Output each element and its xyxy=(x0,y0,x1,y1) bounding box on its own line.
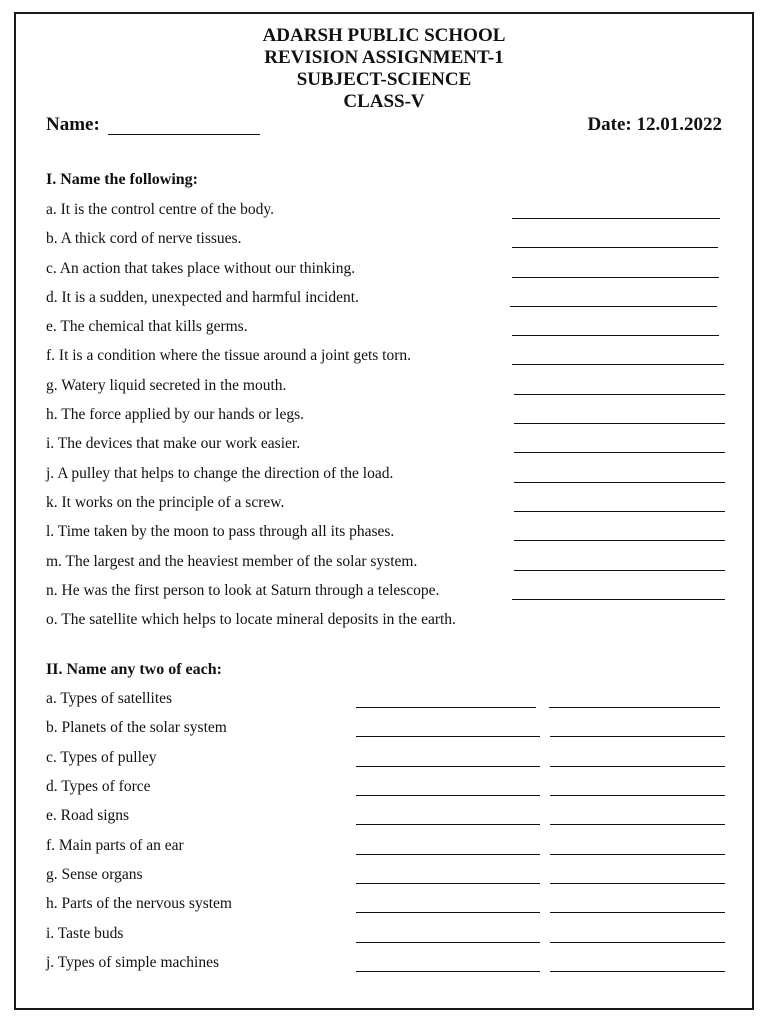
section1-item xyxy=(46,347,726,371)
section1-item-text: n. He was the first person to look at Saturn through a telescope. xyxy=(46,582,440,599)
worksheet-header xyxy=(0,25,768,113)
section2-item-text: b. Planets of the solar system xyxy=(46,719,227,736)
subject-title: SUBJECT-SCIENCE xyxy=(296,69,472,90)
section1-heading: I. Name the following: xyxy=(46,171,198,188)
section1-item xyxy=(46,377,726,401)
answer-blank[interactable] xyxy=(514,511,725,512)
section1-item xyxy=(46,201,726,225)
assignment-title: REVISION ASSIGNMENT-1 xyxy=(264,47,504,68)
section2-item-text: a. Types of satellites xyxy=(46,690,173,707)
answer-blank-1[interactable] xyxy=(356,912,540,913)
section1-item xyxy=(46,318,726,342)
answer-blank-2[interactable] xyxy=(549,707,720,708)
section2-item-text: d. Types of force xyxy=(46,778,151,795)
section1-item xyxy=(46,523,726,547)
section1-item-text: c. An action that takes place without our thinking. xyxy=(46,260,356,277)
section1-item xyxy=(46,230,726,254)
answer-blank-1[interactable] xyxy=(356,766,540,767)
answer-blank[interactable] xyxy=(512,277,719,278)
section1-item-text: f. It is a condition where the tissue around a joint gets torn. xyxy=(46,347,412,364)
section2-heading: II. Name any two of each: xyxy=(46,661,222,678)
section2-item xyxy=(46,925,726,949)
answer-blank-1[interactable] xyxy=(356,795,540,796)
school-name: ADARSH PUBLIC SCHOOL xyxy=(262,25,506,46)
answer-blank[interactable] xyxy=(514,570,725,571)
section1-item-text: g. Watery liquid secreted in the mouth. xyxy=(46,377,287,394)
section1-item xyxy=(46,553,726,577)
section1-item xyxy=(46,289,726,313)
section1-item xyxy=(46,582,726,606)
section1-item-text: k. It works on the principle of a screw. xyxy=(46,494,285,511)
section2-item-text: e. Road signs xyxy=(46,807,130,824)
section2-item xyxy=(46,954,726,978)
date-label: Date: 12.01.2022 xyxy=(587,114,722,135)
section2-item xyxy=(46,778,726,802)
answer-blank-2[interactable] xyxy=(550,795,725,796)
section1-item-text: m. The largest and the heaviest member of the solar system. xyxy=(46,553,418,570)
answer-blank[interactable] xyxy=(514,394,725,395)
section1-item-text: b. A thick cord of nerve tissues. xyxy=(46,230,242,247)
section2-item-text: g. Sense organs xyxy=(46,866,143,883)
answer-blank-1[interactable] xyxy=(356,971,540,972)
section1-item-text: o. The satellite which helps to locate mineral deposits in the earth. xyxy=(46,611,456,628)
answer-blank[interactable] xyxy=(514,452,725,453)
section1-item xyxy=(46,435,726,459)
section2-item xyxy=(46,837,726,861)
section2-item-text: i. Taste buds xyxy=(46,925,124,942)
section1-item xyxy=(46,406,726,430)
name-date-row xyxy=(46,114,722,140)
answer-blank-2[interactable] xyxy=(550,824,725,825)
answer-blank-1[interactable] xyxy=(356,854,540,855)
section1-item xyxy=(46,494,726,518)
answer-blank-2[interactable] xyxy=(550,971,725,972)
name-label: Name: xyxy=(46,114,100,135)
section1-item-text: j. A pulley that helps to change the direction of the load. xyxy=(46,465,394,482)
answer-blank[interactable] xyxy=(512,218,720,219)
section1-item-text: i. The devices that make our work easier. xyxy=(46,435,301,452)
answer-blank-1[interactable] xyxy=(356,707,536,708)
answer-blank[interactable] xyxy=(510,306,717,307)
answer-blank[interactable] xyxy=(514,482,725,483)
section2-item xyxy=(46,866,726,890)
answer-blank[interactable] xyxy=(512,335,719,336)
answer-blank[interactable] xyxy=(514,540,725,541)
answer-blank-2[interactable] xyxy=(550,766,725,767)
answer-blank-2[interactable] xyxy=(550,883,725,884)
section1-item-text: a. It is the control centre of the body. xyxy=(46,201,274,218)
section2-item xyxy=(46,719,726,743)
answer-blank[interactable] xyxy=(514,423,725,424)
answer-blank-1[interactable] xyxy=(356,736,540,737)
answer-blank[interactable] xyxy=(512,599,725,600)
section1-item xyxy=(46,260,726,284)
section2-item-text: h. Parts of the nervous system xyxy=(46,895,232,912)
section2-item xyxy=(46,807,726,831)
answer-blank-1[interactable] xyxy=(356,942,540,943)
answer-blank-1[interactable] xyxy=(356,883,540,884)
section2-item xyxy=(46,749,726,773)
name-blank[interactable] xyxy=(108,134,260,135)
answer-blank-1[interactable] xyxy=(356,824,540,825)
section2-item xyxy=(46,895,726,919)
section1-item xyxy=(46,611,726,635)
answer-blank-2[interactable] xyxy=(550,912,725,913)
section1-item-text: d. It is a sudden, unexpected and harmful incident. xyxy=(46,289,359,306)
section1-item-text: e. The chemical that kills germs. xyxy=(46,318,248,335)
section2-item-text: f. Main parts of an ear xyxy=(46,837,184,854)
class-title: CLASS-V xyxy=(343,91,425,112)
answer-blank[interactable] xyxy=(512,247,718,248)
section1-item-text: l. Time taken by the moon to pass through all its phases. xyxy=(46,523,395,540)
answer-blank-2[interactable] xyxy=(550,942,725,943)
section2-item xyxy=(46,690,726,714)
answer-blank[interactable] xyxy=(512,364,724,365)
section2-item-text: j. Types of simple machines xyxy=(46,954,219,971)
answer-blank-2[interactable] xyxy=(550,736,725,737)
section1-item-text: h. The force applied by our hands or legs. xyxy=(46,406,304,423)
section2-item-text: c. Types of pulley xyxy=(46,749,157,766)
section1-item xyxy=(46,465,726,489)
answer-blank-2[interactable] xyxy=(550,854,725,855)
